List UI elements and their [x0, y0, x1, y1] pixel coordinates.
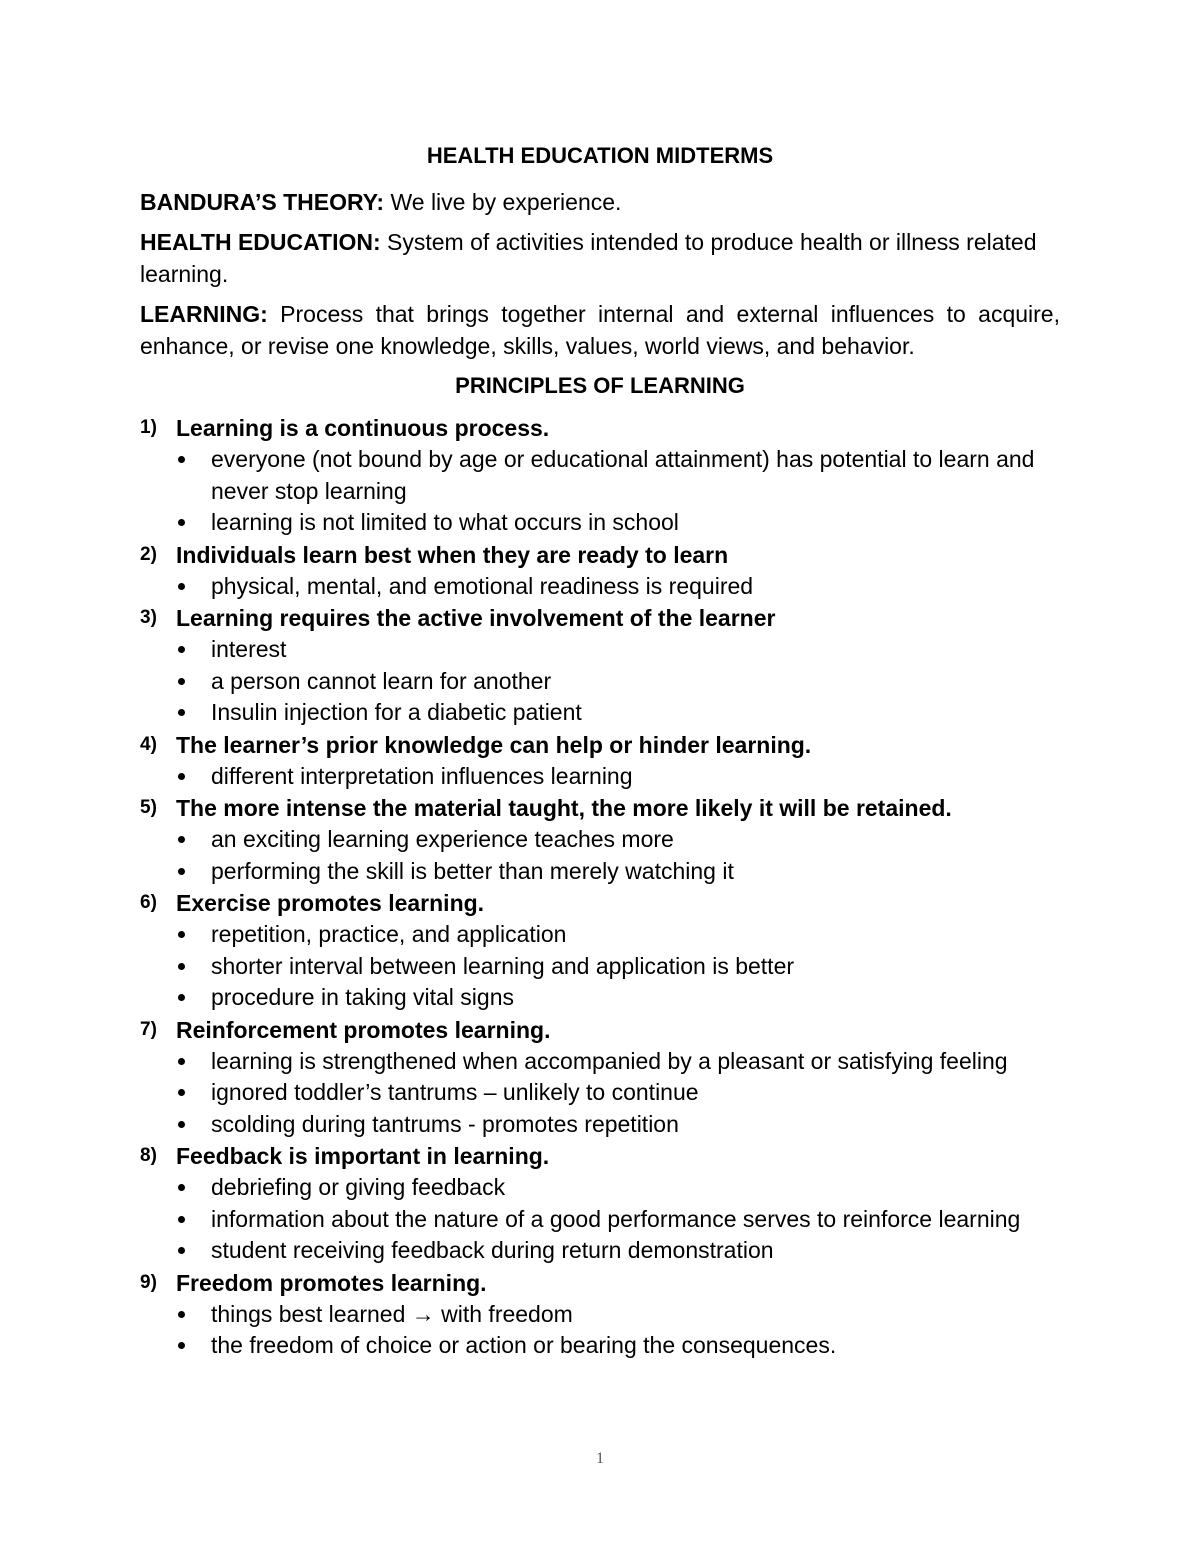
bullet-dot-icon	[176, 919, 211, 951]
section-title: PRINCIPLES OF LEARNING	[455, 373, 745, 398]
principle-item	[140, 412, 1060, 539]
bullet-text: interest	[211, 636, 287, 662]
bullet-item	[176, 1330, 1060, 1362]
principle-item	[140, 792, 1060, 887]
principle-heading: Individuals learn best when they are ready to learn	[176, 541, 729, 568]
principle-number: 8)	[140, 1145, 157, 1166]
definition-learning: LEARNING: Process that brings together internal and external influences to acquire, enhance, or revise one knowledge, skills, values, world views, and behavior.	[140, 301, 1060, 359]
principle-item	[140, 729, 1060, 793]
principle-number: 7)	[140, 1018, 157, 1040]
bullet-dot-icon	[176, 824, 211, 856]
principle-item	[140, 1267, 1060, 1362]
bullet-item	[176, 1235, 1060, 1267]
bullet-text: a person cannot learn for another	[211, 667, 552, 694]
bullet-item	[176, 1046, 1060, 1078]
principle-item	[140, 887, 1060, 1014]
principle-number: 9)	[140, 1271, 157, 1293]
definition-term: LEARNING	[140, 301, 261, 327]
bullet-dot-icon	[176, 571, 211, 603]
bullet-dot-icon	[176, 1204, 211, 1236]
principles-list	[140, 412, 1060, 1362]
bullet-item	[176, 1172, 1060, 1204]
principle-heading: Learning requires the active involvement of the learner	[176, 605, 776, 631]
bullet-text: information about the nature of a good performance serves to reinforce learning	[211, 1205, 1021, 1232]
bullet-dot-icon	[176, 1172, 211, 1204]
principle-heading-row	[140, 602, 1060, 634]
bullet-text: student receiving feedback during return demonstration	[211, 1237, 774, 1263]
principle-heading-row	[140, 1140, 1060, 1172]
principle-heading-row	[140, 412, 1060, 444]
bullet-text: performing the skill is better than merely watching it	[211, 857, 734, 884]
principle-number: 4)	[140, 733, 157, 755]
bullet-dot-icon	[176, 444, 211, 507]
principle-heading: Reinforcement promotes learning.	[176, 1016, 551, 1043]
principle-heading-row	[140, 539, 1060, 571]
bullet-text: Insulin injection for a diabetic patient	[211, 699, 582, 725]
bullet-text: scolding during tantrums - promotes repetition	[211, 1110, 679, 1137]
bullet-item	[176, 1299, 1060, 1331]
bullet-text: learning is strengthened when accompanied by a pleasant or satisfying feeling	[211, 1047, 1008, 1074]
bullet-dot-icon	[176, 761, 211, 793]
principle-heading: The learner’s prior knowledge can help or hinder learning.	[176, 731, 812, 758]
principle-item	[140, 1014, 1060, 1141]
definition-text: System of activities intended to produce health or illness related learning.	[140, 229, 1037, 287]
bullet-list	[140, 1299, 1060, 1362]
bullet-list	[140, 571, 1060, 603]
bullet-item	[176, 1204, 1060, 1236]
bullet-item	[176, 1109, 1060, 1141]
bullet-text: shorter interval between learning and application is better	[211, 952, 795, 979]
definition-text: We live by experience.	[384, 189, 622, 215]
principle-heading: Exercise promotes learning.	[176, 890, 485, 916]
principle-heading-row	[140, 1014, 1060, 1046]
principle-item	[140, 539, 1060, 603]
definition-health-education: HEALTH EDUCATION: System of activities intended to produce health or illness related learning.	[140, 229, 1037, 287]
bullet-item	[176, 666, 1060, 698]
bullet-item	[176, 982, 1060, 1014]
document-page	[140, 140, 1060, 1362]
bullet-dot-icon	[176, 1330, 211, 1362]
principle-heading: The more intense the material taught, the more likely it will be retained.	[176, 795, 952, 821]
bullet-list	[140, 1172, 1060, 1267]
bullet-list	[140, 824, 1060, 887]
principle-heading-row	[140, 792, 1060, 824]
principle-item	[140, 1140, 1060, 1267]
bullet-item	[176, 856, 1060, 888]
bullet-item	[176, 919, 1060, 951]
bullet-item	[176, 1077, 1060, 1109]
bullet-dot-icon	[176, 1077, 211, 1109]
principle-heading: Learning is a continuous process.	[176, 415, 550, 441]
bullet-item	[176, 697, 1060, 729]
bullet-dot-icon	[176, 951, 211, 983]
bullet-text: everyone (not bound by age or educational attainment) has potential to learn and never stop learning	[211, 446, 1035, 504]
bullet-item	[176, 951, 1060, 983]
bullet-list	[140, 919, 1060, 1014]
bullet-item	[176, 761, 1060, 793]
bullet-item	[176, 507, 1060, 539]
bullet-dot-icon	[176, 1046, 211, 1078]
principle-heading: Freedom promotes learning.	[176, 1269, 487, 1296]
bullet-dot-icon	[176, 1235, 211, 1267]
bullet-text: different interpretation influences learning	[211, 762, 633, 789]
bullet-text: ignored toddler’s tantrums – unlikely to continue	[211, 1079, 699, 1105]
bullet-list	[140, 1046, 1060, 1141]
bullet-dot-icon	[176, 982, 211, 1014]
bullet-dot-icon	[176, 1109, 211, 1141]
bullet-text: procedure in taking vital signs	[211, 984, 514, 1010]
bullet-text: an exciting learning experience teaches more	[211, 826, 674, 852]
bullet-list	[140, 444, 1060, 539]
bullet-text: the freedom of choice or action or bearing the consequences.	[211, 1332, 837, 1358]
bullet-item	[176, 444, 1060, 507]
bullet-dot-icon	[176, 697, 211, 729]
bullet-item	[176, 824, 1060, 856]
bullet-text: repetition, practice, and application	[211, 921, 567, 947]
principle-number: 3)	[140, 607, 157, 628]
principle-heading: Feedback is important in learning.	[176, 1143, 550, 1169]
bullet-item	[176, 634, 1060, 666]
bullet-dot-icon	[176, 1299, 211, 1331]
document-title: HEALTH EDUCATION MIDTERMS	[426, 143, 774, 168]
bullet-text: learning is not limited to what occurs in school	[211, 509, 679, 535]
definition-text: Process that brings together internal and external influences to acquire, enhance, or revise one knowledge, skills, values, world views, and behavior.	[140, 301, 1060, 359]
principle-number: 1)	[140, 417, 157, 438]
bullet-dot-icon	[176, 507, 211, 539]
principle-heading-row	[140, 1267, 1060, 1299]
principle-heading-row	[140, 729, 1060, 761]
page-number: 1	[596, 1450, 604, 1467]
bullet-dot-icon	[176, 856, 211, 888]
principle-number: 6)	[140, 892, 157, 913]
bullet-item	[176, 571, 1060, 603]
principle-item	[140, 602, 1060, 729]
bullet-list	[140, 761, 1060, 793]
bullet-list	[140, 634, 1060, 729]
bullet-dot-icon	[176, 634, 211, 666]
bullet-text: things best learned → with freedom	[211, 1300, 573, 1327]
bullet-text: physical, mental, and emotional readiness is required	[211, 572, 754, 599]
definition-bandura: BANDURA’S THEORY: We live by experience.	[140, 189, 622, 215]
principle-number: 2)	[140, 543, 157, 565]
definition-term: HEALTH EDUCATION	[140, 229, 373, 255]
bullet-dot-icon	[176, 666, 211, 698]
definition-term: BANDURA’S THEORY	[140, 189, 377, 215]
principle-number: 5)	[140, 797, 157, 818]
principle-heading-row	[140, 887, 1060, 919]
bullet-text: debriefing or giving feedback	[211, 1174, 506, 1200]
